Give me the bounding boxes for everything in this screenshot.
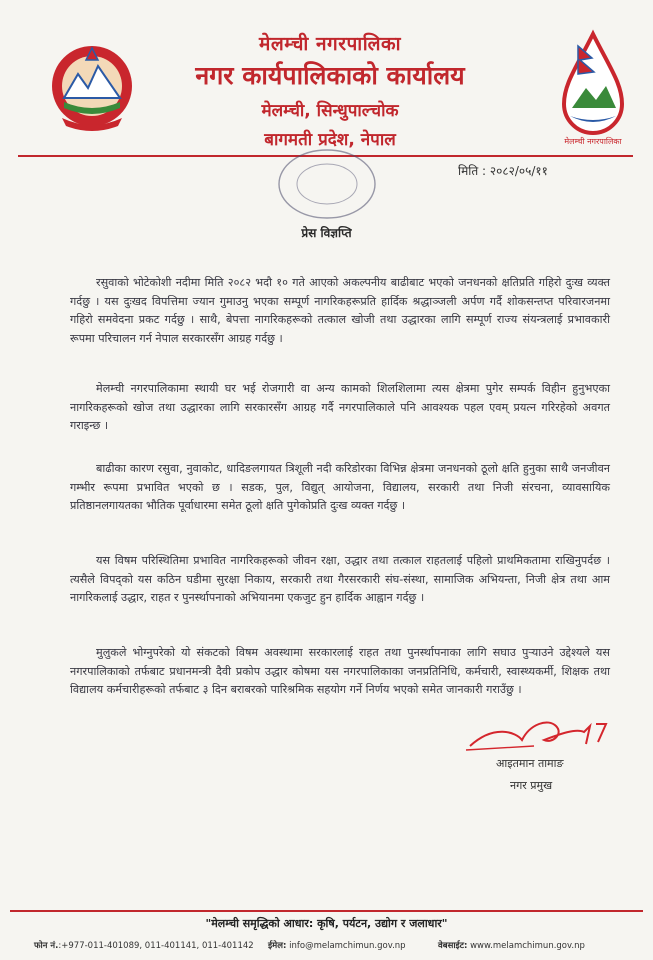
phone-value: :+977-011-401089, 011-401141, 011-401142 xyxy=(58,941,254,951)
paragraph-text: बाढीका कारण रसुवा, नुवाकोट, धादिङलगायत त्रिशूली नदी करिडोरका विभिन्न क्षेत्रमा जनधनको ठूलो क्षति हुनुका साथै जनजीवन गम्भीर रूपमा प्रभावित भएको छ । सडक, पुल, विद्युत् आयोजना, विद्यालय, सरकारी तथा निजी संरचना, व्यावसायिक प्रतिष्ठानलगायतका भौतिक पूर्वाधारमा समेत ठूलो क्षति पुगेकोप्रति दुःख व्यक्त गर्दछु । xyxy=(70,462,610,512)
paragraph-text: मेलम्ची नगरपालिकामा स्थायी घर भई रोजगारी वा अन्य कामको शिलशिलामा त्यस क्षेत्रमा पुगेर सम्पर्क विहीन हुनुभएका नागरिकहरूको खोज तथा उद्धारका लागि सरकारसँग आग्रह गर्दै नगरपालिकाले पनि आवश्यक पहल एवम् प्रयत्न गरिरहेको अवगत गराइन्छ । xyxy=(70,382,610,432)
phone-label: फोन नं. xyxy=(34,941,59,951)
office-province: बागमती प्रदेश, नेपाल xyxy=(264,130,396,150)
footer-slogan: "मेलम्ची समृद्धिको आधार: कृषि, पर्यटन, उद्योग र जलाधार" xyxy=(205,917,448,930)
signer-name: आइतमान तामाङ xyxy=(496,757,564,770)
website-label: वेबसाईट: xyxy=(438,941,468,951)
document-title: प्रेस विज्ञप्ति xyxy=(301,226,352,240)
signer-title: नगर प्रमुख xyxy=(510,779,553,792)
footer-phone xyxy=(34,940,254,951)
paragraph-text: रसुवाको भोटेकोशी नदीमा मिति २०८२ भदौ १० गते आएको अकल्पनीय बाढीबाट भएको जनधनको क्षतिप्रति गहिरो दुःख व्यक्त गर्दछु । यस दुःखद विपत्तिमा ज्यान गुमाउनु भएका सम्पूर्ण नागरिकहरूप्रति हार्दिक श्रद्धाञ्जली अर्पण गर्दै शोकसन्तप्त परिवारजनमा गहिरो समवेदना प्रकट गर्दछु । साथै, बेपत्ता नागरिकहरूको तत्काल खोजी तथा उद्धारका लागि सम्पूर्ण राज्य संयन्त्रलाई प्रभावकारी रूपमा परिचालन गर्न नेपाल सरकारसँग आग्रह गर्दछु । xyxy=(70,276,610,345)
body-paragraph-5 xyxy=(70,644,610,700)
office-stamp-icon xyxy=(268,144,386,224)
body-paragraph-2 xyxy=(70,380,610,436)
body-paragraph-3 xyxy=(70,460,610,516)
footer-website xyxy=(438,940,585,951)
municipality-name: मेलम्ची नगरपालिका xyxy=(258,33,402,55)
nepal-emblem-icon xyxy=(48,40,136,132)
letter-date: मिति : २०८२/०५/११ xyxy=(458,164,548,178)
signature-icon xyxy=(464,704,614,764)
body-paragraph-1 xyxy=(70,274,610,348)
office-name: नगर कार्यपालिकाको कार्यालय xyxy=(195,61,465,90)
municipality-logo-icon xyxy=(556,28,630,152)
email-value[interactable]: info@melamchimun.gov.np xyxy=(289,941,406,951)
paragraph-text: मुलुकले भोग्नुपरेको यो संकटको विषम अवस्थामा सरकारलाई राहत तथा पुनर्स्थापनाका लागि सघाउ पुऱ्याउने उद्देश्यले यस नगरपालिकाको तर्फबाट प्रधानमन्त्री दैवी प्रकोप उद्धार कोषमा यस नगरपालिकाका जनप्रतिनिधि, कर्मचारी, स्वास्थ्यकर्मी, शिक्षक तथा विद्यालय कर्मचारीहरूको तर्फबाट ३ दिन बराबरको पारिश्रमिक सहयोग गर्ने निर्णय भएको समेत जानकारी गराउँछु । xyxy=(70,646,610,696)
website-value[interactable]: www.melamchimun.gov.np xyxy=(470,941,585,951)
paragraph-text: यस विषम परिस्थितिमा प्रभावित नागरिकहरूको जीवन रक्षा, उद्धार तथा तत्काल राहतलाई पहिलो प्राथमिकतामा राखिनुपर्दछ । त्यसैले विपद्को यस कठिन घडीमा सुरक्षा निकाय, सरकारी तथा गैरसरकारी संघ-संस्था, सामाजिक अभियन्ता, निजी क्षेत्र तथा आम नागरिकलाई उद्धार, राहत र पुनर्स्थापनाको अभियानमा एकजुट हुन हार्दिक आह्वान गर्दछु । xyxy=(70,554,610,604)
footer-divider xyxy=(10,910,643,912)
body-paragraph-4 xyxy=(70,552,610,608)
footer-email xyxy=(268,940,406,951)
office-address: मेलम्ची, सिन्धुपाल्चोक xyxy=(261,101,399,121)
email-label: ईमेल: xyxy=(268,941,287,951)
logo-caption: मेलम्ची नगरपालिका xyxy=(564,137,622,146)
